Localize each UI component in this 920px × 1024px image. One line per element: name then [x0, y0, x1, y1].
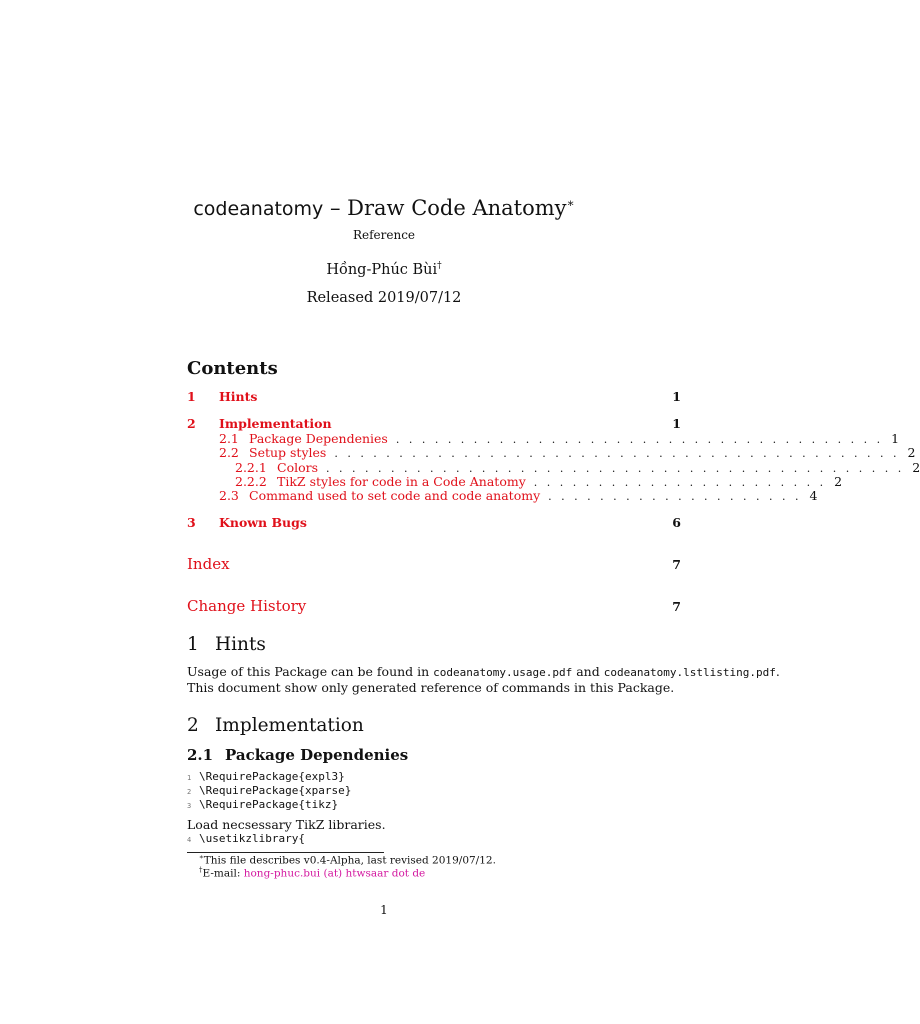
toc-page: 7 [672, 557, 681, 572]
toc-label: Hints [219, 389, 258, 404]
toc-page: 1 [672, 416, 681, 431]
code-line [187, 832, 305, 845]
toc-label: Known Bugs [219, 515, 307, 530]
subsection-heading-package-dependenies [187, 746, 408, 764]
load-libraries-text: Load necsessary TikZ libraries. [187, 817, 386, 832]
toc-number: 3 [187, 515, 196, 530]
toc-entry-command-used[interactable] [219, 488, 818, 504]
toc-label: TikZ styles for code in a Code Anatomy [277, 474, 526, 489]
toc-leader-dots: . . . . . . . . . . . . . . . . . . . . . . . . . . . . . . . . . . . . . . . . . . . . [334, 447, 900, 460]
toc-label: Index [187, 555, 230, 573]
release-date: Released 2019/07/12 [306, 290, 462, 306]
code-line [187, 784, 351, 797]
line-number: 4 [187, 836, 192, 844]
footnote-text: This file describes v0.4-Alpha, last revised 2019/07/12. [203, 854, 496, 867]
hints-paragraph-line-1 [187, 664, 780, 679]
toc-label: Change History [187, 597, 307, 615]
section-heading-implementation [187, 715, 364, 736]
hints-text: and [572, 664, 604, 679]
toc-page: 4 [809, 488, 818, 503]
toc-leader-dots: . . . . . . . . . . . . . . . . . . . . . . . . . . . . . . . . . . . . . . [395, 433, 884, 446]
email-link[interactable]: hong-phuc.bui (at) htwsaar dot de [243, 867, 426, 880]
toc-page: 7 [672, 599, 681, 614]
section-title: Implementation [215, 715, 364, 736]
line-number: 2 [187, 788, 192, 796]
toc-number: 2.1 [219, 431, 239, 446]
hints-text: . [775, 664, 780, 679]
toc-number: 2.2 [219, 445, 239, 460]
section-title: Hints [215, 634, 266, 655]
hints-text: Usage of this Package can be found in [187, 664, 434, 679]
footnote-text: E-mail: [202, 867, 244, 880]
toc-label: Package Dependenies [249, 431, 388, 446]
toc-label: Setup styles [249, 445, 327, 460]
toc-entry-change-history[interactable] [187, 597, 681, 617]
toc-leader-dots: . . . . . . . . . . . . . . . . . . . . [548, 490, 802, 503]
section-number: 1 [187, 634, 199, 655]
toc-page: 1 [672, 389, 681, 404]
toc-entry-known-bugs[interactable] [187, 515, 681, 531]
code-text: \RequirePackage{tikz} [199, 798, 339, 811]
section-number: 2 [187, 715, 199, 736]
subsection-title: Package Dependenies [225, 746, 409, 764]
toc-page: 2 [907, 445, 916, 460]
toc-entry-index[interactable] [187, 555, 681, 575]
code-line [187, 770, 345, 783]
toc-number: 2.2.1 [235, 460, 267, 475]
document-subtitle: Reference [352, 228, 416, 242]
line-number: 1 [187, 774, 192, 782]
hints-paragraph-line-2: This document show only generated reference of commands in this Package. [187, 680, 675, 695]
footnote-1 [199, 853, 496, 867]
toc-entry-hints[interactable] [187, 389, 681, 405]
title-text: – Draw Code Anatomy [323, 196, 567, 220]
toc-entry-implementation[interactable] [187, 416, 681, 432]
page-number: 1 [380, 903, 388, 917]
toc-leader-dots: . . . . . . . . . . . . . . . . . . . . . . . [533, 476, 827, 489]
title-footnote-mark: ∗ [566, 196, 575, 210]
footnote-2 [199, 866, 425, 880]
lstlisting-pdf-filename: codeanatomy.lstlisting.pdf [603, 666, 776, 679]
author [0, 261, 768, 278]
code-text: \RequirePackage{expl3} [199, 770, 345, 783]
toc-page: 2 [834, 474, 843, 489]
code-text: \RequirePackage{xparse} [199, 784, 352, 797]
toc-number: 2 [187, 416, 196, 431]
code-line [187, 798, 338, 811]
contents-heading: Contents [187, 358, 278, 379]
toc-number: 2.3 [219, 488, 239, 503]
author-footnote-mark: † [437, 261, 442, 271]
author-name: Hồng-Phúc Bùi [326, 261, 438, 278]
section-heading-hints [187, 634, 266, 655]
code-text: \usetikzlibrary{ [199, 832, 305, 845]
footnote-mark: ∗ [199, 853, 204, 861]
toc-label: Implementation [219, 416, 332, 431]
toc-page: 1 [891, 431, 900, 446]
toc-leader-dots: . . . . . . . . . . . . . . . . . . . . . . . . . . . . . . . . . . . . . . . . . . . . . [326, 462, 905, 475]
toc-number: 2.2.2 [235, 474, 267, 489]
footnote-mark: † [199, 866, 203, 874]
toc-entry-setup-styles[interactable] [219, 445, 916, 461]
toc-page: 6 [672, 515, 681, 530]
toc-label: Colors [277, 460, 319, 475]
package-name: codeanatomy [193, 198, 324, 220]
usage-pdf-filename: codeanatomy.usage.pdf [433, 666, 573, 679]
toc-label: Command used to set code and code anatomy [249, 488, 541, 503]
document-title [0, 196, 768, 220]
subsection-number: 2.1 [187, 746, 214, 764]
line-number: 3 [187, 802, 192, 810]
toc-page: 2 [912, 460, 920, 475]
toc-number: 1 [187, 389, 196, 404]
